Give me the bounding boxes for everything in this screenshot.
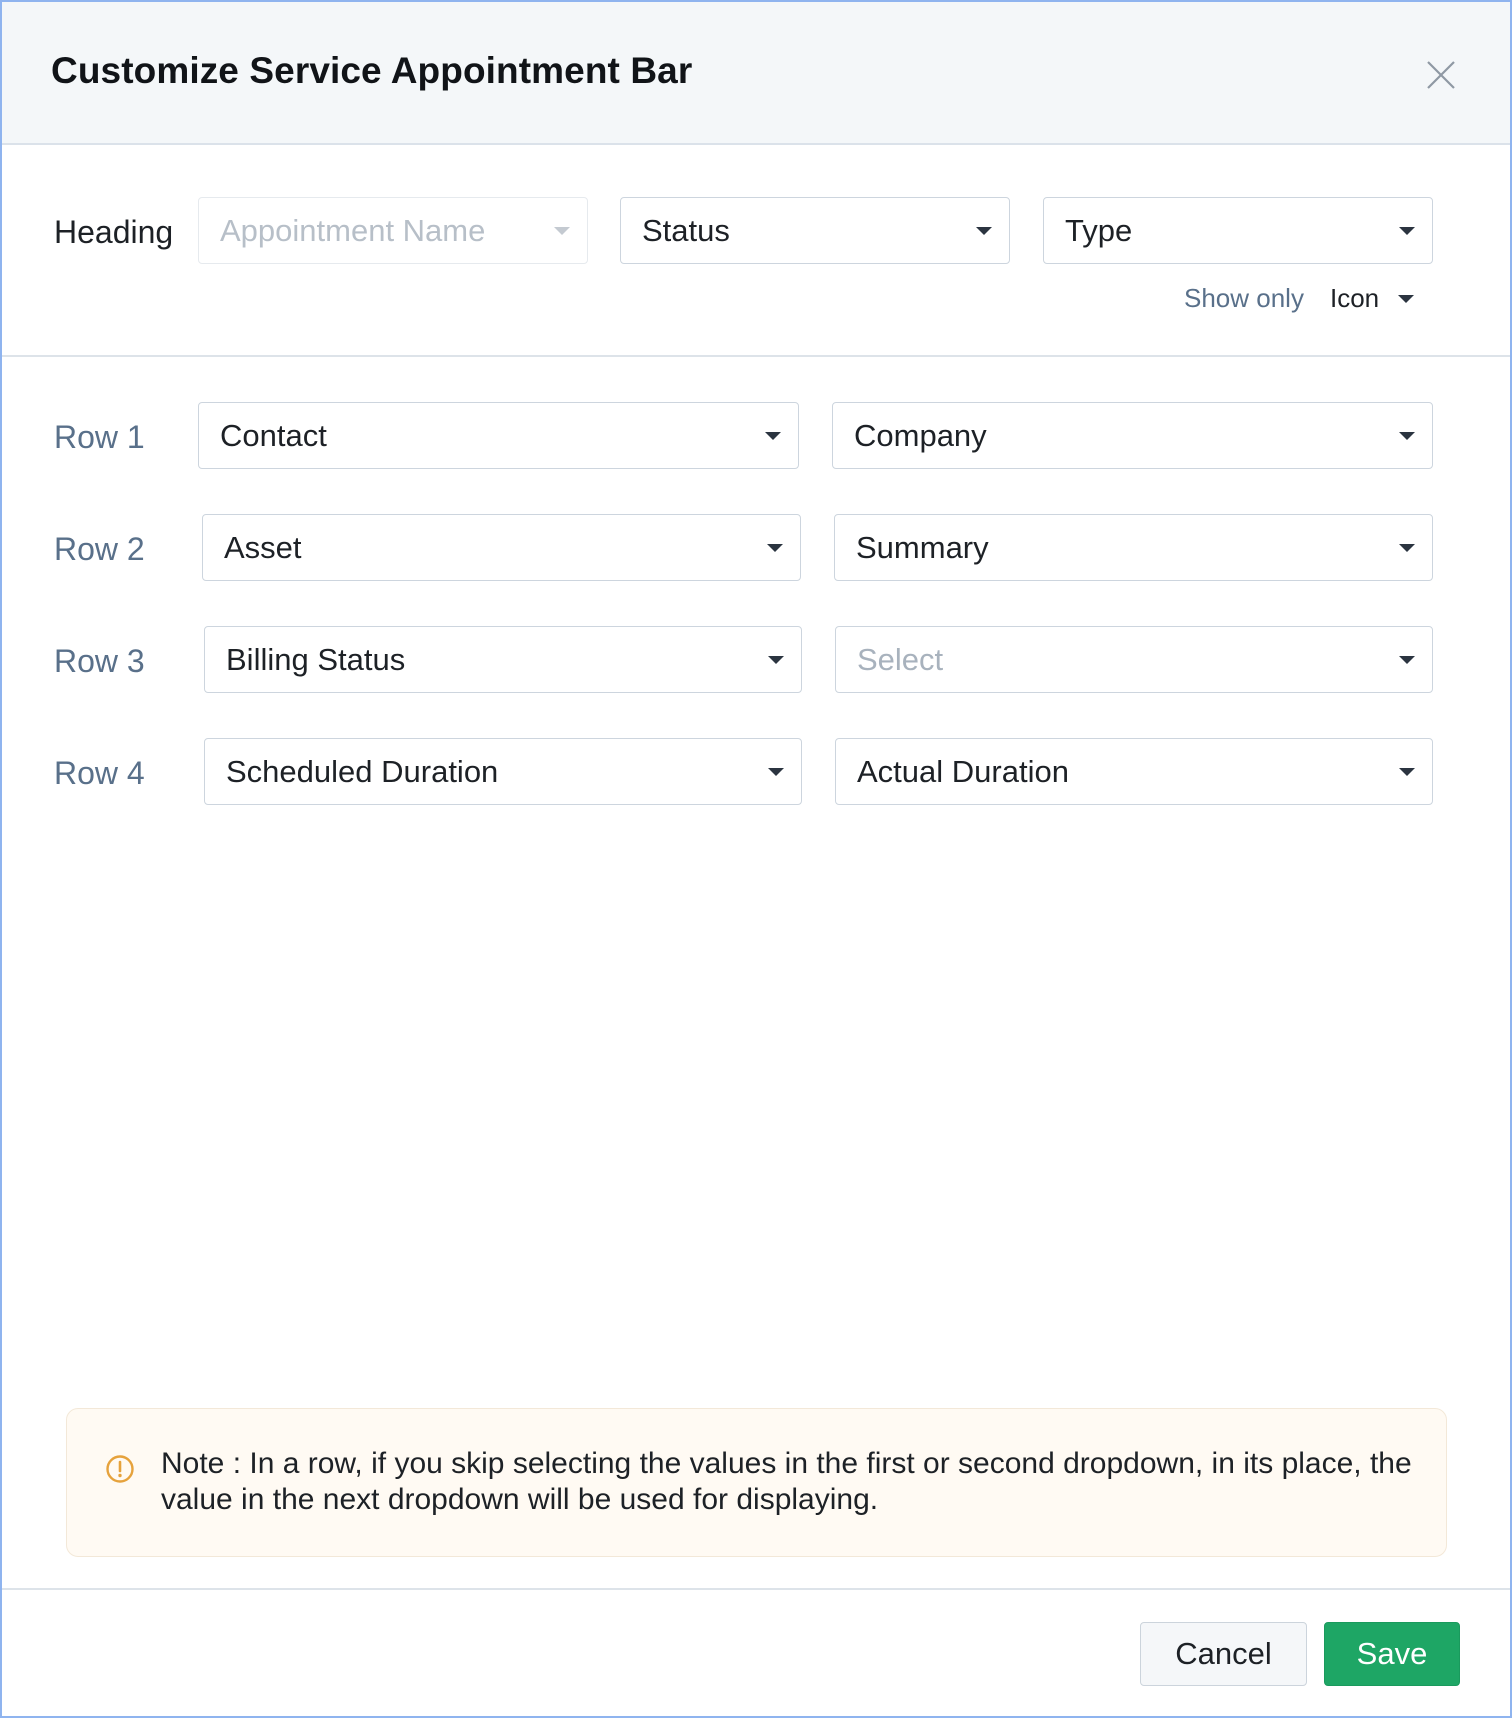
- note-box: [66, 1408, 1447, 1557]
- row-2-first-select[interactable]: [202, 514, 801, 581]
- select-value: Asset: [224, 530, 302, 565]
- heading-label: Heading: [54, 214, 174, 250]
- show-only-label: Show only: [1184, 283, 1304, 313]
- row-3-second-select[interactable]: [835, 626, 1433, 693]
- select-value: Appointment Name: [220, 213, 486, 248]
- row-4-first-select[interactable]: [204, 738, 802, 805]
- chevron-down-icon: [1399, 432, 1415, 440]
- info-circle-icon: [105, 1454, 135, 1484]
- chevron-down-icon: [765, 432, 781, 440]
- chevron-down-icon: [1399, 227, 1415, 235]
- select-value: Contact: [220, 418, 327, 453]
- show-only-select[interactable]: [1330, 282, 1430, 316]
- chevron-down-icon: [1399, 656, 1415, 664]
- footer-divider: [2, 1588, 1510, 1590]
- row-1-label: Row 1: [54, 419, 145, 455]
- row-3-label: Row 3: [54, 643, 145, 679]
- heading-status-select[interactable]: [620, 197, 1010, 264]
- chevron-down-icon: [1398, 295, 1414, 303]
- select-value: Summary: [856, 530, 989, 565]
- section-divider: [2, 355, 1510, 357]
- dialog-title: Customize Service Appointment Bar: [51, 50, 693, 91]
- dialog-header: [2, 2, 1510, 145]
- row-3-first-select[interactable]: [204, 626, 802, 693]
- row-4-second-select[interactable]: [835, 738, 1433, 805]
- select-value: Actual Duration: [857, 754, 1069, 789]
- chevron-down-icon: [1399, 768, 1415, 776]
- chevron-down-icon: [1399, 544, 1415, 552]
- select-value: Scheduled Duration: [226, 754, 499, 789]
- chevron-down-icon: [767, 544, 783, 552]
- show-only-value: Icon: [1330, 283, 1380, 313]
- select-value: Status: [642, 213, 730, 248]
- chevron-down-icon: [768, 656, 784, 664]
- select-value: Type: [1065, 213, 1133, 248]
- chevron-down-icon: [768, 768, 784, 776]
- row-1-second-select[interactable]: [832, 402, 1433, 469]
- chevron-down-icon: [976, 227, 992, 235]
- row-2-label: Row 2: [54, 531, 145, 567]
- select-value: Billing Status: [226, 642, 406, 677]
- row-2-second-select[interactable]: [834, 514, 1433, 581]
- select-value: Company: [854, 418, 987, 453]
- close-icon[interactable]: [1422, 56, 1460, 94]
- note-text: Note : In a row, if you skip selecting the values in the first or second dropdown, in its place, the value in the next dropdown will be used for displaying.: [161, 1447, 1412, 1516]
- save-button[interactable]: Save: [1324, 1622, 1460, 1686]
- chevron-down-icon: [554, 227, 570, 235]
- heading-type-select[interactable]: [1043, 197, 1433, 264]
- row-1-first-select[interactable]: [198, 402, 799, 469]
- cancel-button[interactable]: Cancel: [1140, 1622, 1307, 1686]
- select-placeholder: Select: [857, 642, 944, 677]
- row-4-label: Row 4: [54, 755, 145, 791]
- heading-appointment-name-select: [198, 197, 588, 264]
